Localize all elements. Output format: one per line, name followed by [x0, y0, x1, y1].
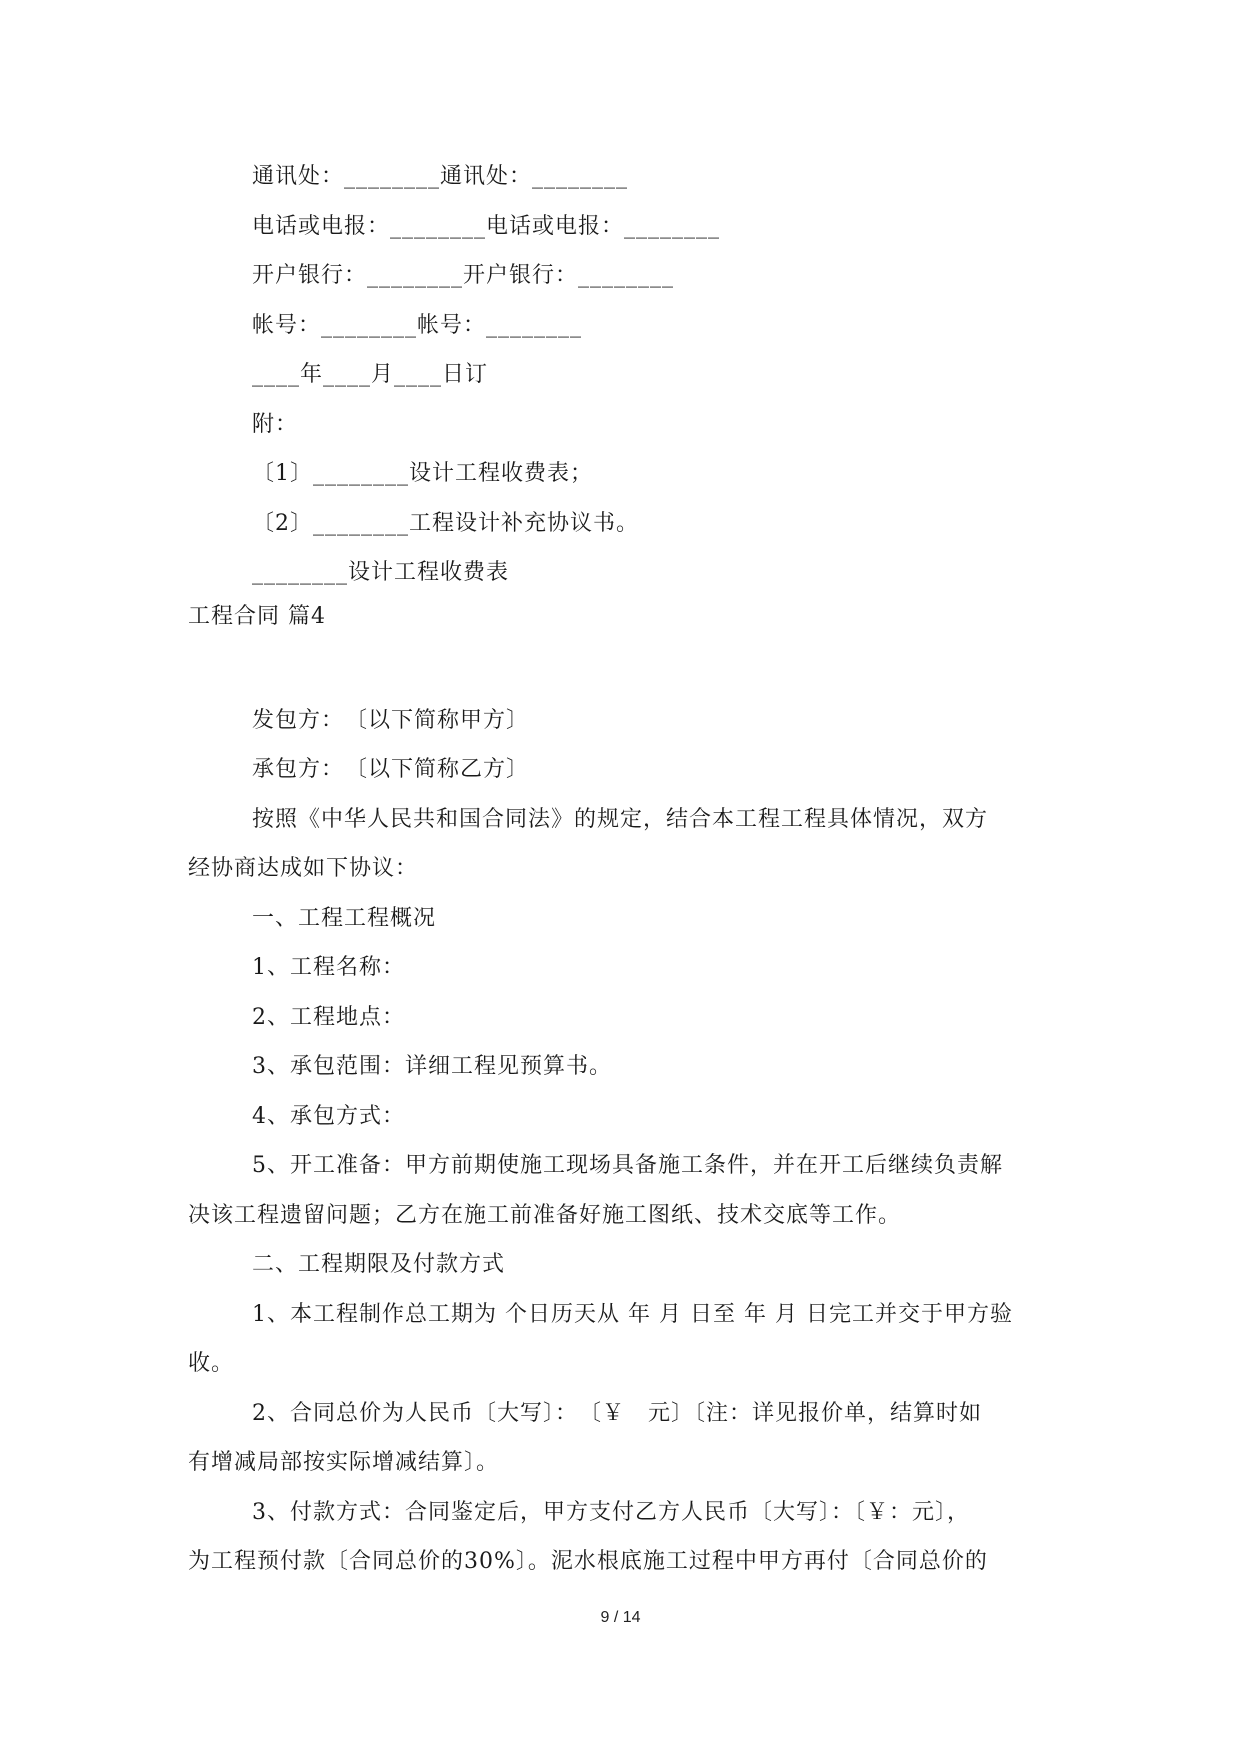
- party-b: 承包方： 〔以下简称乙方〕: [252, 757, 530, 782]
- section2-title: 二、工程期限及付款方式: [252, 1252, 506, 1277]
- section2-item-2-line-1: 2、合同总价为人民币〔大写〕： 〔￥ 元〕〔注：详见报价单，结算时如: [252, 1401, 982, 1426]
- section-heading: 工程合同 篇4: [188, 604, 326, 629]
- section1-item-1: 1、工程名称：: [252, 955, 405, 980]
- section1-item-5-line-1: 5、开工准备：甲方前期使施工现场具备施工条件，并在开工后继续负责解: [252, 1153, 1003, 1178]
- field-bank: 开户银行：________开户银行：________: [252, 263, 675, 288]
- page-number: 9 / 14: [600, 1609, 641, 1626]
- field-date: ____年____月____日订: [252, 362, 489, 387]
- section1-item-5-line-2: 决该工程遗留问题；乙方在施工前准备好施工图纸、技术交底等工作。: [188, 1203, 902, 1228]
- attachment-item-1: 〔1〕________设计工程收费表；: [252, 461, 593, 486]
- intro-line-1: 按照《中华人民共和国合同法》的规定，结合本工程工程具体情况，双方: [252, 807, 989, 832]
- section1-title: 一、工程工程概况: [252, 906, 437, 931]
- section2-item-1-line-2: 收。: [188, 1351, 235, 1376]
- field-phone: 电话或电报：________电话或电报：________: [252, 214, 721, 239]
- section1-item-2: 2、工程地点：: [252, 1005, 405, 1030]
- attachment-label: 附：: [252, 412, 299, 437]
- field-address: 通讯处：________通讯处：________: [252, 164, 629, 189]
- attachment-item-2: 〔2〕________工程设计补充协议书。: [252, 511, 639, 536]
- section2-item-1-line-1: 1、本工程制作总工期为 个日历天从 年 月 日至 年 月 日完工并交于甲方验: [252, 1302, 1013, 1327]
- section2-item-2-line-2: 有增减局部按实际增减结算〕。: [188, 1450, 500, 1475]
- section1-item-4: 4、承包方式：: [252, 1104, 405, 1129]
- section2-item-3-line-1: 3、付款方式：合同鉴定后，甲方支付乙方人民币〔大写〕：〔￥：元〕，: [252, 1500, 970, 1525]
- section1-item-3: 3、承包范围：详细工程见预算书。: [252, 1054, 612, 1079]
- section2-item-3-line-2: 为工程预付款〔合同总价的30%〕。泥水根底施工过程中甲方再付〔合同总价的: [188, 1549, 988, 1574]
- field-account: 帐号：________帐号：________: [252, 313, 583, 338]
- intro-line-2: 经协商达成如下协议：: [188, 856, 419, 881]
- party-a: 发包方： 〔以下简称甲方〕: [252, 708, 530, 733]
- fee-table-title: ________设计工程收费表: [252, 560, 510, 585]
